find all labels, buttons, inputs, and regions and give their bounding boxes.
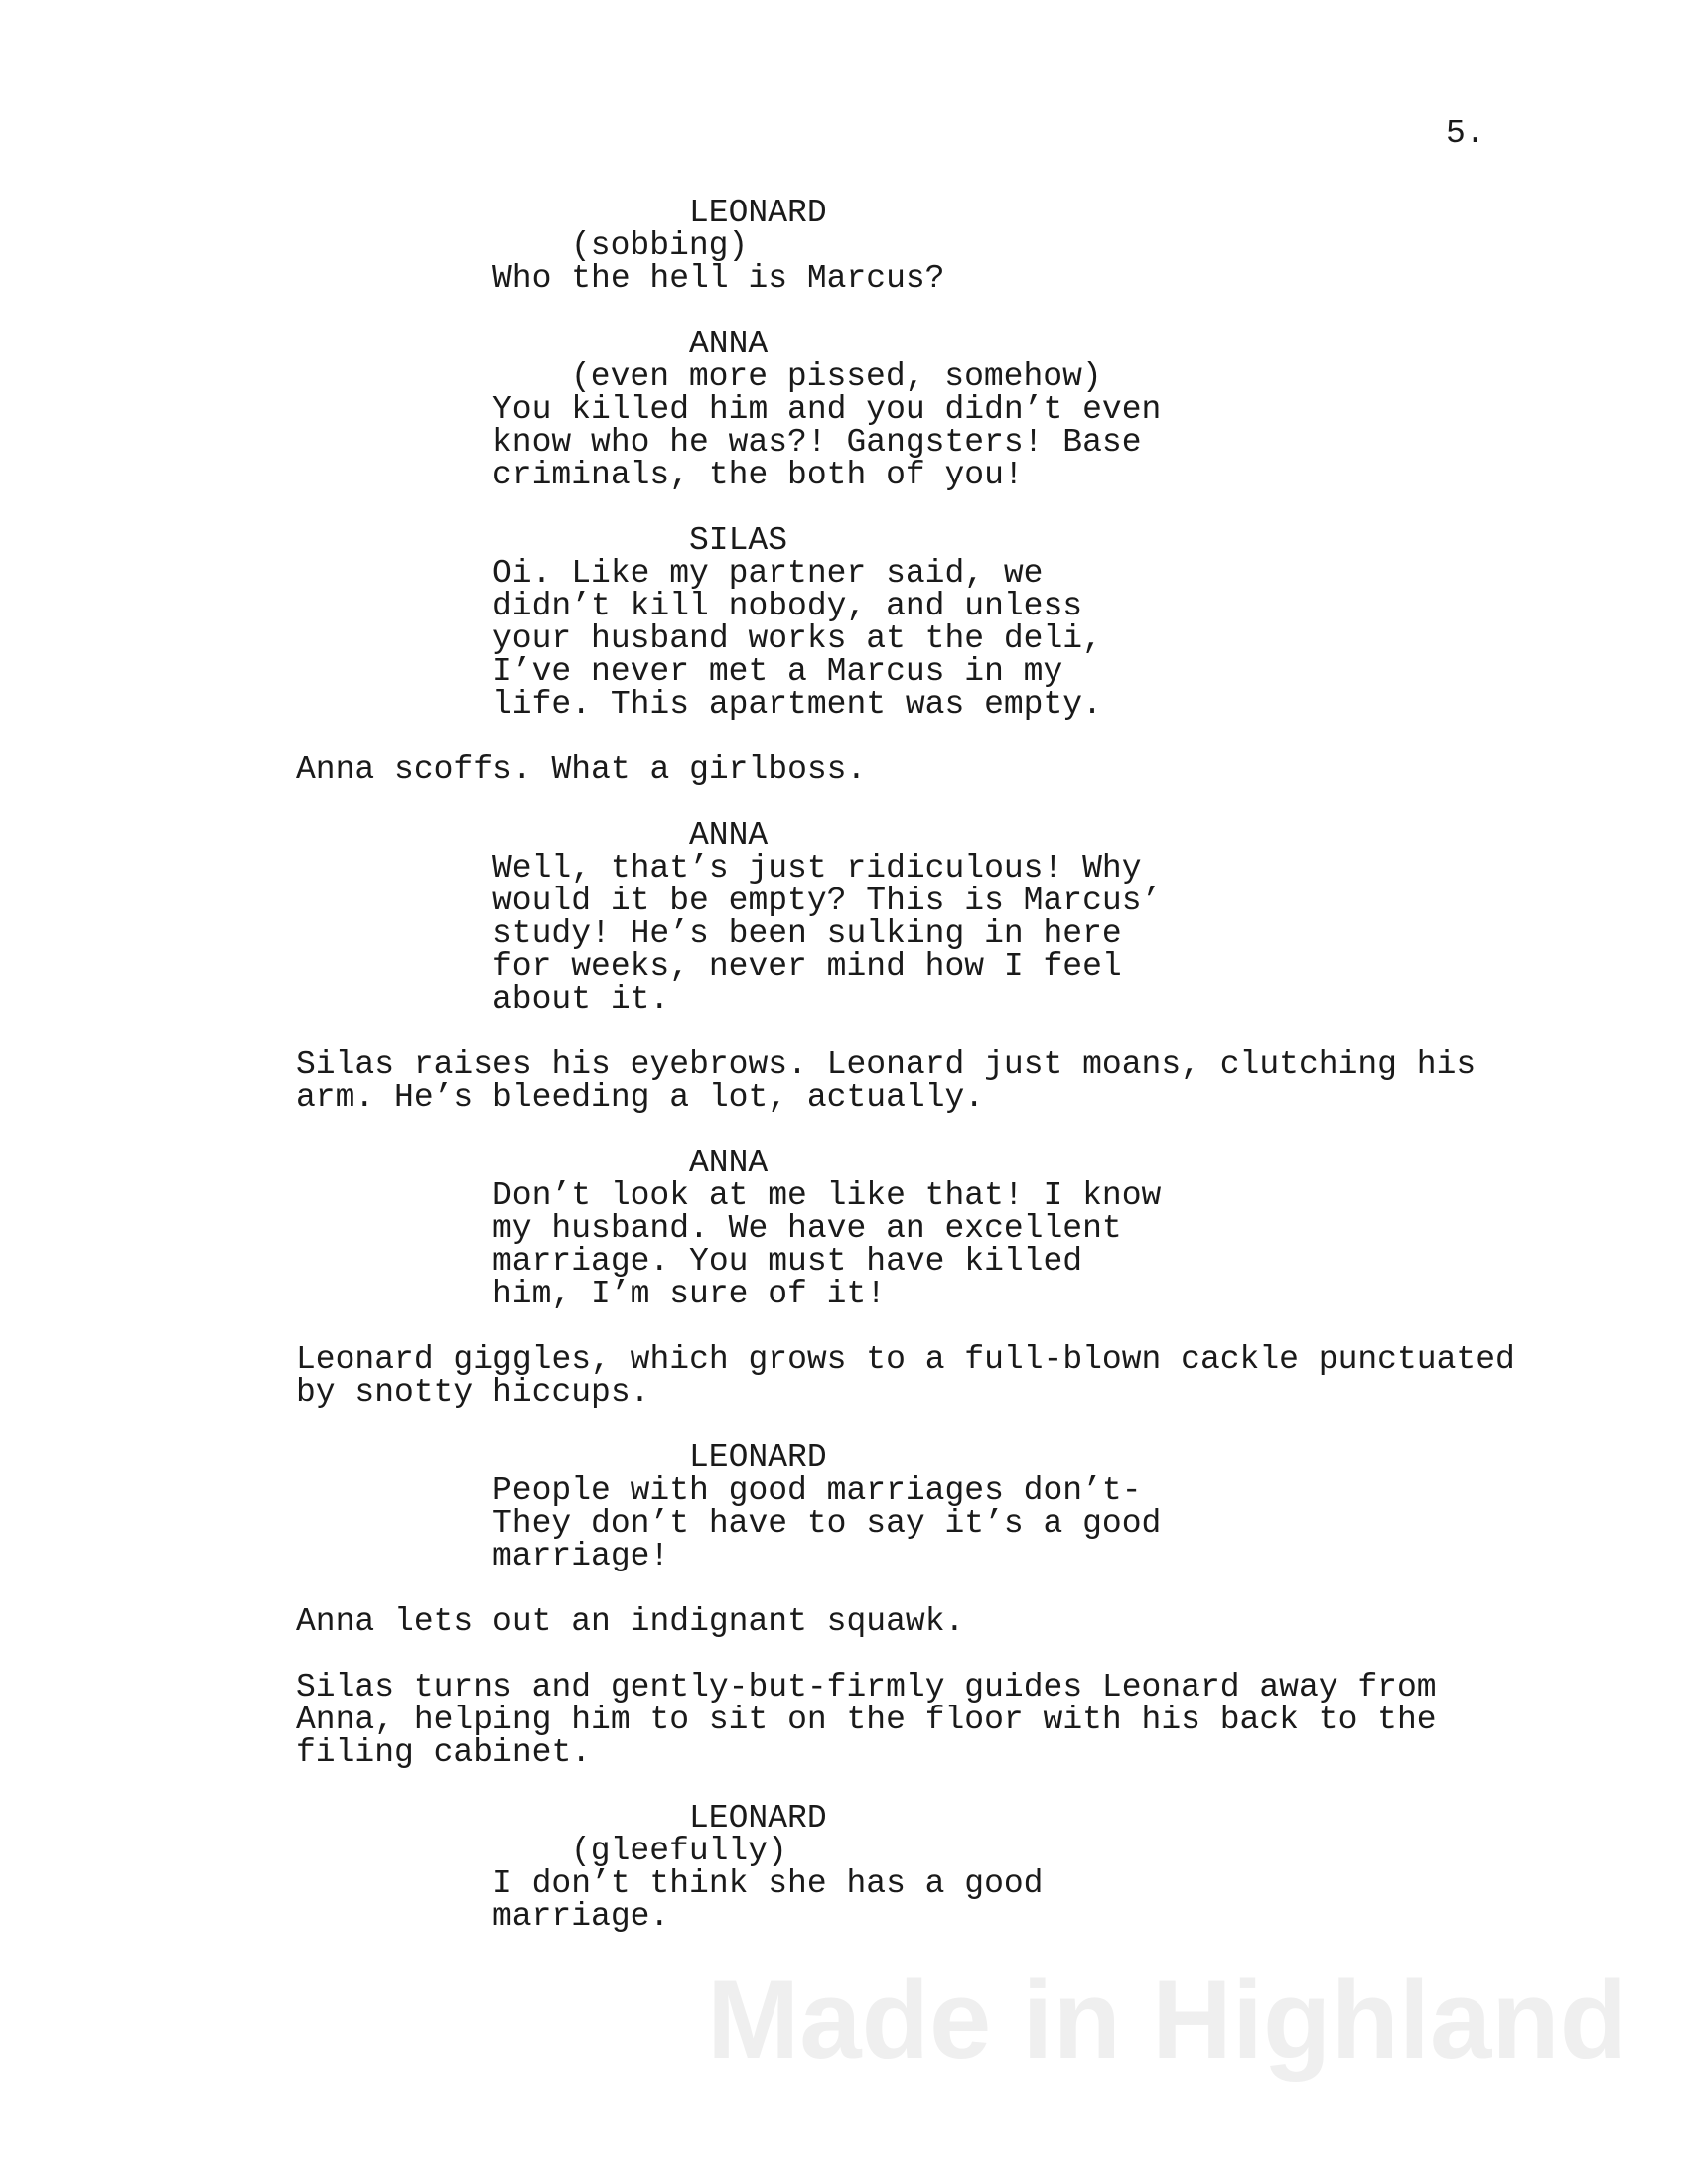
dialogue: Oi. Like my partner said, we didn’t kill nobody, and unless your husband works at the deli, I’ve never met a Marcus in my life. This apartment was empty. (492, 555, 1102, 723)
action-line: Anna scoffs. What a girlboss. (296, 751, 867, 788)
character-name: ANNA (689, 326, 769, 362)
character-name: ANNA (689, 1145, 769, 1181)
dialogue: People with good marriages don’t- They don’t have to say it’s a good marriage! (492, 1472, 1162, 1574)
parenthetical: (sobbing) (571, 227, 749, 264)
action-line: Silas turns and gently-but-firmly guides Leonard away from Anna, helping him to sit on the floor with his back to the filing cabinet. (296, 1669, 1437, 1771)
character-name: LEONARD (689, 1800, 827, 1837)
parenthetical: (gleefully) (571, 1833, 787, 1869)
dialogue: Who the hell is Marcus? (492, 260, 945, 297)
dialogue: Don’t look at me like that! I know my husband. We have an excellent marriage. You must have killed him, I’m sure of it! (492, 1177, 1162, 1312)
action-line: Silas raises his eyebrows. Leonard just moans, clutching his arm. He’s bleeding a lot, actually. (296, 1046, 1477, 1116)
watermark: Made in Highland (707, 1958, 1628, 2082)
action-line: Anna lets out an indignant squawk. (296, 1603, 965, 1640)
character-name: ANNA (689, 817, 769, 854)
dialogue: I don’t think she has a good marriage. (492, 1865, 1044, 1935)
dialogue: You killed him and you didn’t even know who he was?! Gangsters! Base criminals, the both of you! (492, 391, 1162, 493)
character-name: SILAS (689, 522, 788, 559)
parenthetical: (even more pissed, somehow) (571, 358, 1102, 395)
character-name: LEONARD (689, 195, 827, 231)
dialogue: Well, that’s just ridiculous! Why would it be empty? This is Marcus’ study! He’s been sulking in here for weeks, never mind how I feel about it. (492, 850, 1162, 1018)
action-line: Leonard giggles, which grows to a full-blown cackle punctuated by snotty hiccups. (296, 1341, 1515, 1411)
screenplay-body (296, 197, 1547, 1933)
page-number: 5. (1446, 115, 1485, 152)
character-name: LEONARD (689, 1439, 827, 1476)
